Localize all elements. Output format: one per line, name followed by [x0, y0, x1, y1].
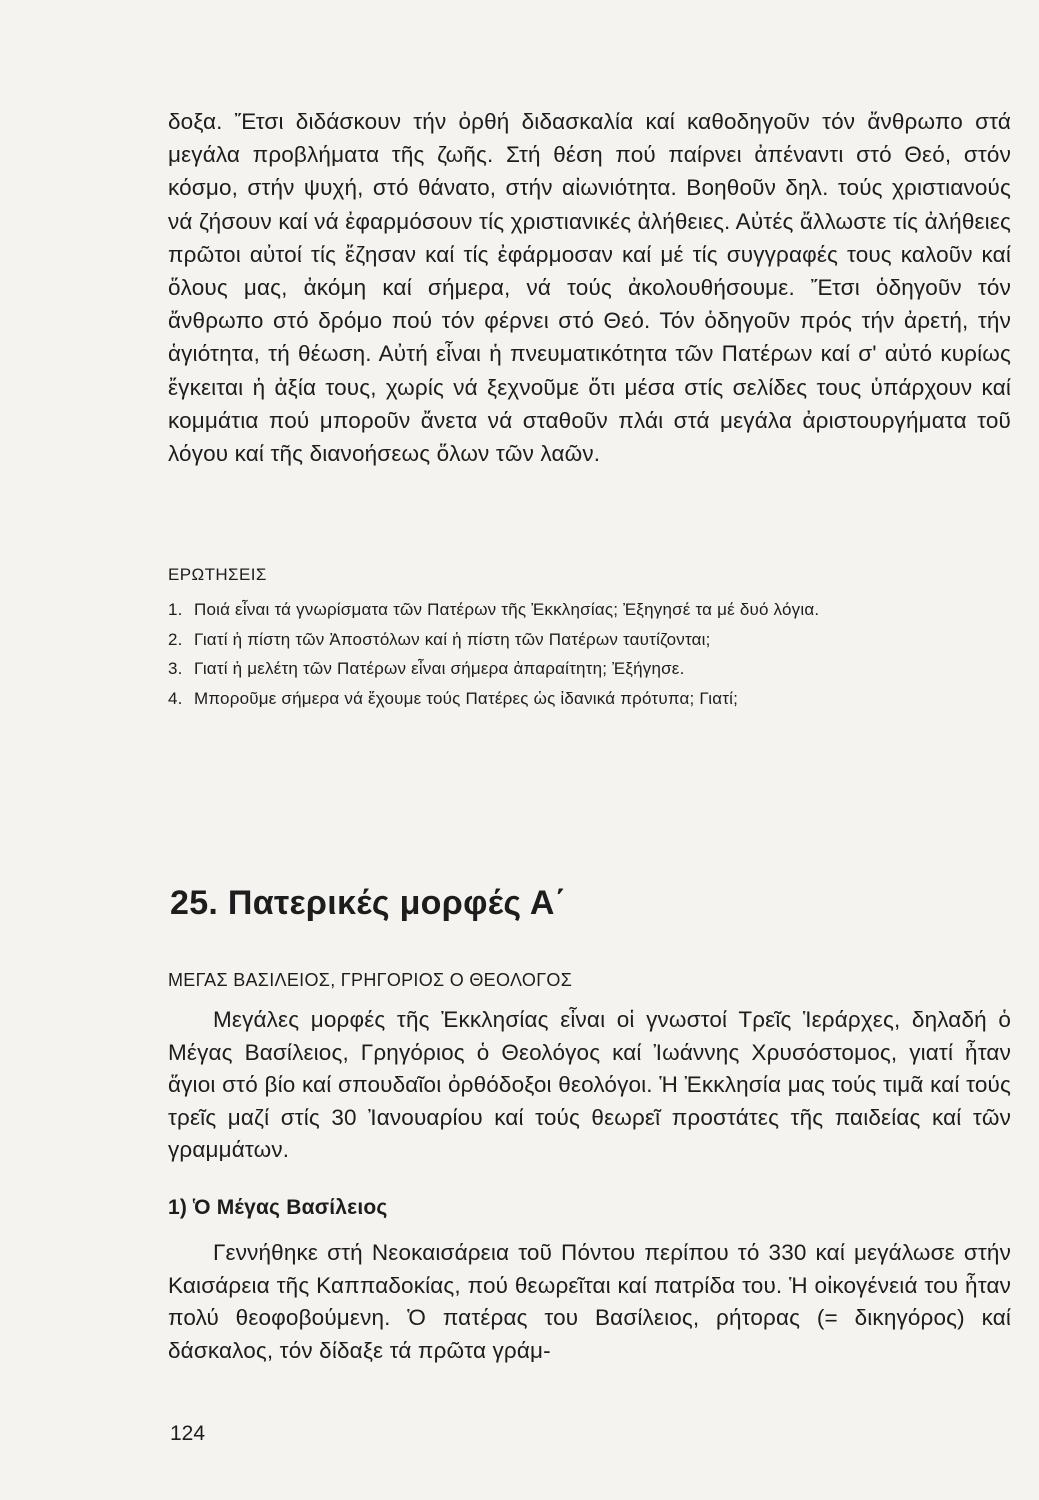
question-text: Μποροῦμε σήμερα νά ἔχουμε τούς Πατέρες ὡς ἰδανικά πρότυπα; Γιατί; — [194, 688, 739, 708]
question-item — [168, 627, 1011, 653]
question-item — [168, 597, 1011, 623]
question-item — [168, 656, 1011, 682]
question-text: Γιατί ἡ μελέτη τῶν Πατέρων εἶναι σήμερα ἀπαραίτητη; Ἐξήγησε. — [194, 659, 685, 678]
question-number: 2. — [168, 629, 183, 649]
question-number: 3. — [168, 659, 183, 678]
chapter-title: 25. Πατερικές μορφές Α΄ — [170, 884, 567, 922]
intro-paragraph: δοξα. Ἔτσι διδάσκουν τήν ὀρθή διδασκαλία καί καθοδηγοῦν τόν ἄνθρωπο στά μεγάλα προβλήματα τῆς ζωῆς. Στή θέση πού παίρνει ἀπέναντι στό Θεό, στόν κόσμο, στήν ψυχή, στό θάνατο, στήν αἰωνιότητα. Βοηθοῦν δηλ. τούς χριστιανούς νά ζήσουν καί νά ἐφαρμόσουν τίς χριστιανικές ἀλήθειες. Αὐτές ἄλλωστε τίς ἀλήθειες πρῶτοι αὐτοί τίς ἔζησαν καί τίς ἐφάρμοσαν καί μέ τίς συγγραφές τους καλοῦν καί ὅλους μας, ἀκόμη καί σήμερα, νά τούς ἀκολουθήσουμε. Ἔτσι ὁδηγοῦν τόν ἄνθρωπο στό δρόμο πού τόν φέρνει στό Θεό. Τόν ὁδηγοῦν πρός τήν ἀρετή, τήν ἁγιότητα, τή θέωση. Αὐτή εἶναι ἡ πνευματικότητα τῶν Πατέρων καί σ' αὐτό κυρίως ἔγκειται ἡ ἀξία τους, χωρίς νά ξεχνοῦμε ὅτι μέσα στίς σελίδες τους ὑπάρχουν καί κομμάτια πού μποροῦν ἄνετα νά σταθοῦν πλάι στά μεγάλα ἀριστουργήματα τοῦ λόγου καί τῆς διανοήσεως ὅλων τῶν λαῶν. — [168, 109, 1011, 467]
question-number: 1. — [168, 600, 183, 619]
questions-heading: ΕΡΩΤΗΣΕΙΣ — [168, 565, 267, 584]
section-paragraph: Γεννήθηκε στή Νεοκαισάρεια τοῦ Πόντου περίπου τό 330 καί μεγάλωσε στήν Καισάρεια τῆς Καππαδοκίας, πού θεωρεῖται καί πατρίδα του. Ἡ οἰκογένειά του ἦταν πολύ θεοφοβούμενη. Ὁ πατέρας του Βασίλειος, ρήτορας (= δικηγόρος) καί δάσκαλος, τόν δίδαξε τά πρῶτα γράμ- — [168, 1240, 1011, 1363]
question-text: Γιατί ἡ πίστη τῶν Ἀποστόλων καί ἡ πίστη τῶν Πατέρων ταυτίζονται; — [194, 629, 711, 649]
section-heading: 1) Ὁ Μέγας Βασίλειος — [168, 1196, 388, 1219]
question-text: Ποιά εἶναι τά γνωρίσματα τῶν Πατέρων τῆς Ἐκκλησίας; Ἐξηγησέ τα μέ δυό λόγια. — [194, 600, 820, 619]
question-item — [168, 686, 1011, 712]
section-text — [168, 1237, 1011, 1367]
questions-list — [168, 597, 1011, 715]
chapter-intro-text — [168, 1004, 1011, 1167]
question-number: 4. — [168, 688, 183, 708]
chapter-paragraph: Μεγάλες μορφές τῆς Ἐκκλησίας εἶναι οἱ γνωστοί Τρεῖς Ἱεράρχες, δηλαδή ὁ Μέγας Βασίλειος, Γρηγόριος ὁ Θεολόγος καί Ἰωάννης Χρυσόστομος, γιατί ἦταν ἅγιοι στό βίο καί σπουδαῖοι ὀρθόδοξοι θεολόγοι. Ἡ Ἐκκλησία μας τούς τιμᾶ καί τούς τρεῖς μαζί στίς 30 Ἰανουαρίου καί τούς θεωρεῖ προστάτες τῆς παιδείας καί τῶν γραμμάτων. — [168, 1007, 1011, 1162]
chapter-subtitle: ΜΕΓΑΣ ΒΑΣΙΛΕΙΟΣ, ΓΡΗΓΟΡΙΟΣ Ο ΘΕΟΛΟΓΟΣ — [168, 970, 573, 990]
intro-text — [168, 105, 1011, 470]
page-number: 124 — [170, 1422, 206, 1445]
